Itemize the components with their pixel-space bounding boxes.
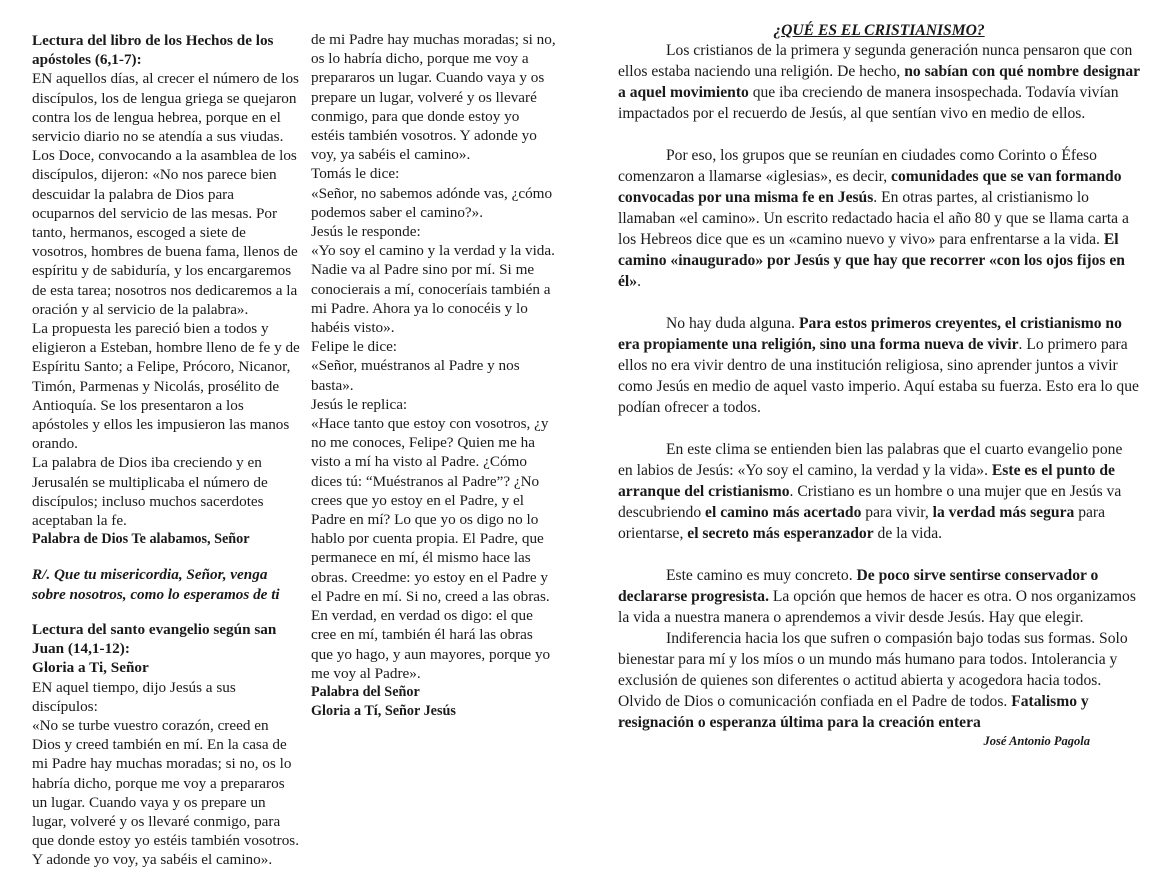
gospel-paragraph: «Señor, muéstranos al Padre y nos basta». bbox=[311, 357, 520, 394]
first-reading-column bbox=[32, 30, 300, 869]
reflection-paragraph: Por eso, los grupos que se reunían en ciudades como Corinto o Éfeso comenzaron a llamarse «iglesias», es decir, comunidades que se van formando convocadas por una misma fe en Jesús. En otras partes, al cristianismo lo llamaban «el camino». Un escrito redactado hacia el año 80 y que se llama carta a los Hebreos dice que es un «camino nuevo y vivo» para enfrentarse a la vida. El camino «inaugurado» por Jesús y que hay que recorrer «con los ojos fijos en él». bbox=[618, 147, 1129, 290]
psalm-response: R/. Que tu misericordia, Señor, venga sobre nosotros, como lo esperamos de ti bbox=[32, 566, 280, 603]
gospel-paragraph-continued: de mi Padre hay muchas moradas; si no, os lo habría dicho, porque me voy a prepararos un lugar. Cuando vaya y os prepare un lugar, volveré y os llevaré conmigo, para que donde estoy yo estéis también vosotros. Y adonde yo voy, ya sabéis el camino». bbox=[311, 31, 556, 164]
gospel-heading: Lectura del santo evangelio según san Juan (14,1-12): bbox=[32, 620, 277, 658]
gospel-closing: Palabra del Señor bbox=[311, 683, 420, 700]
gospel-paragraph: Jesús le replica: bbox=[311, 395, 408, 413]
gospel-paragraph: EN aquel tiempo, dijo Jesús a sus discípulos: bbox=[32, 678, 236, 715]
gospel-paragraph: Tomás le dice: bbox=[311, 165, 400, 183]
gospel-paragraph: En verdad, en verdad os digo: el que cree en mí, también él hará las obras que yo hago, y aun mayores, porque yo me voy al Padre». bbox=[311, 607, 551, 682]
reflection-paragraph: Indiferencia hacia los que sufren o compasión bajo todas sus formas. Solo bienestar para mí y los míos o un mundo más humano para todos. Intolerancia y exclusión de quienes son diferentes o actitud abierta y acogedora hacia todos. Olvido de Dios o comunicación confiada en el Padre de todos. Fatalismo y resignación o esperanza última para la creación entera bbox=[618, 630, 1128, 731]
spacer bbox=[32, 604, 300, 620]
gospel-column bbox=[311, 30, 556, 721]
reflection-paragraph: Este camino es muy concreto. De poco sirve sentirse conservador o declararse progresista. La opción que hemos de hacer es otra. O nos organizamos la vida a nuestra manera o aprendemos a vivir desde Jesús. Hay que elegir. bbox=[618, 567, 1136, 626]
reflection-paragraph: Los cristianos de la primera y segunda generación nunca pensaron que con ellos estaba naciendo una religión. De hecho, no sabían con qué nombre designar a aquel movimiento que iba creciendo de manera insospechada. Todavía vivían impactados por el recuerdo de Jesús, al que sentían vivo en medio de ellos. bbox=[618, 42, 1140, 122]
gospel-paragraph: «Yo soy el camino y la verdad y la vida. Nadie va al Padre sino por mí. Si me conocierais a mí, conoceríais también a mi Padre. Ahora ya lo conocéis y lo habéis visto». bbox=[311, 242, 555, 337]
reflection-paragraph: En este clima se entienden bien las palabras que el cuarto evangelio pone en labios de Jesús: «Yo soy el camino, la verdad y la vida». Este es el punto de arranque del cristianismo. Cristiano es un hombre o una mujer que en Jesús va descubriendo el camino más acertado para vivir, la verdad más segura para orientarse, el secreto más esperanzador de la vida. bbox=[618, 441, 1123, 542]
gospel-closing-response: Gloria a Tí, Señor Jesús bbox=[311, 703, 456, 720]
first-reading-paragraph: La palabra de Dios iba creciendo y en Jerusalén se multiplicaba el número de discípulos; incluso muchos sacerdotes aceptaban la fe. bbox=[32, 454, 268, 530]
gospel-paragraph: «No se turbe vuestro corazón, creed en Dios y creed también en mí. En la casa de mi Padre hay muchas moradas; si no, os lo habría dicho, porque me voy a prepararos un lugar. Cuando vaya y os prepare un lugar, volveré y os llevaré conmigo, para que donde estoy yo estéis también vosotros. Y adonde yo voy, ya sabéis el camino». bbox=[32, 716, 300, 869]
spacer bbox=[618, 124, 1140, 145]
reflection-column bbox=[618, 22, 1140, 749]
first-reading-paragraph: EN aquellos días, al crecer el número de los discípulos, los de lengua griega se quejaron contra los de lengua hebrea, porque en el servicio diario no se atendía a sus viudas. Los Doce, convocando a la asamblea de los discípulos, dijeron: «No nos parece bien descuidar la palabra de Dios para ocuparnos del servicio de las mesas. Por tanto, hermanos, escoged a siete de vosotros, hombres de buena fama, llenos de espíritu y de sabiduría, y los encargaremos de esta tarea; nosotros nos dedicaremos a la oración y al servicio de la palabra». bbox=[32, 70, 299, 318]
first-reading-paragraph: La propuesta les pareció bien a todos y eligieron a Esteban, hombre lleno de fe y de Espíritu Santo; a Felipe, Prócoro, Nicanor, Timón, Parmenas y Nicolás, prosélito de Antioquía. Se los presentaron a los apóstoles y ellos les impusieron las manos orando. bbox=[32, 320, 300, 453]
spacer bbox=[618, 544, 1140, 565]
gospel-paragraph: «Hace tanto que estoy con vosotros, ¿y no me conoces, Felipe? Quien me ha visto a mí ha visto al Padre. ¿Cómo dices tú: “Muéstranos al Padre”? ¿No crees que yo estoy en el Padre, y el Padre en mí? Lo que yo os digo no lo hablo por cuenta propia. El Padre, que permanece en mí, él mismo hace las obras. Creedme: yo estoy en el Padre y el Padre en mí. Si no, creed a las obras. bbox=[311, 415, 550, 605]
reflection-title: ¿QUÉ ES EL CRISTIANISMO? bbox=[773, 22, 985, 39]
spacer bbox=[618, 292, 1140, 313]
spacer bbox=[32, 549, 300, 565]
gospel-paragraph: Felipe le dice: bbox=[311, 338, 398, 356]
first-reading-closing: Palabra de Dios Te alabamos, Señor bbox=[32, 531, 250, 548]
gospel-acclamation: Gloria a Ti, Señor bbox=[32, 659, 149, 677]
reflection-paragraph: No hay duda alguna. Para estos primeros creyentes, el cristianismo no era propiamente una religión, sino una forma nueva de vivir. Lo primero para ellos no era vivir dentro de una institución religiosa, sino aprender juntos a vivir como Jesús en medio de aquel vasto imperio. Aquí estaba su fuerza. Esto era lo que podían ofrecer a todos. bbox=[618, 315, 1139, 416]
gospel-paragraph: Jesús le responde: bbox=[311, 223, 421, 241]
gospel-paragraph: «Señor, no sabemos adónde vas, ¿cómo podemos saber el camino?». bbox=[311, 184, 553, 221]
first-reading-heading: Lectura del libro de los Hechos de los apóstoles (6,1-7): bbox=[32, 32, 274, 69]
author-signature: José Antonio Pagola bbox=[983, 734, 1090, 748]
spacer bbox=[618, 418, 1140, 439]
